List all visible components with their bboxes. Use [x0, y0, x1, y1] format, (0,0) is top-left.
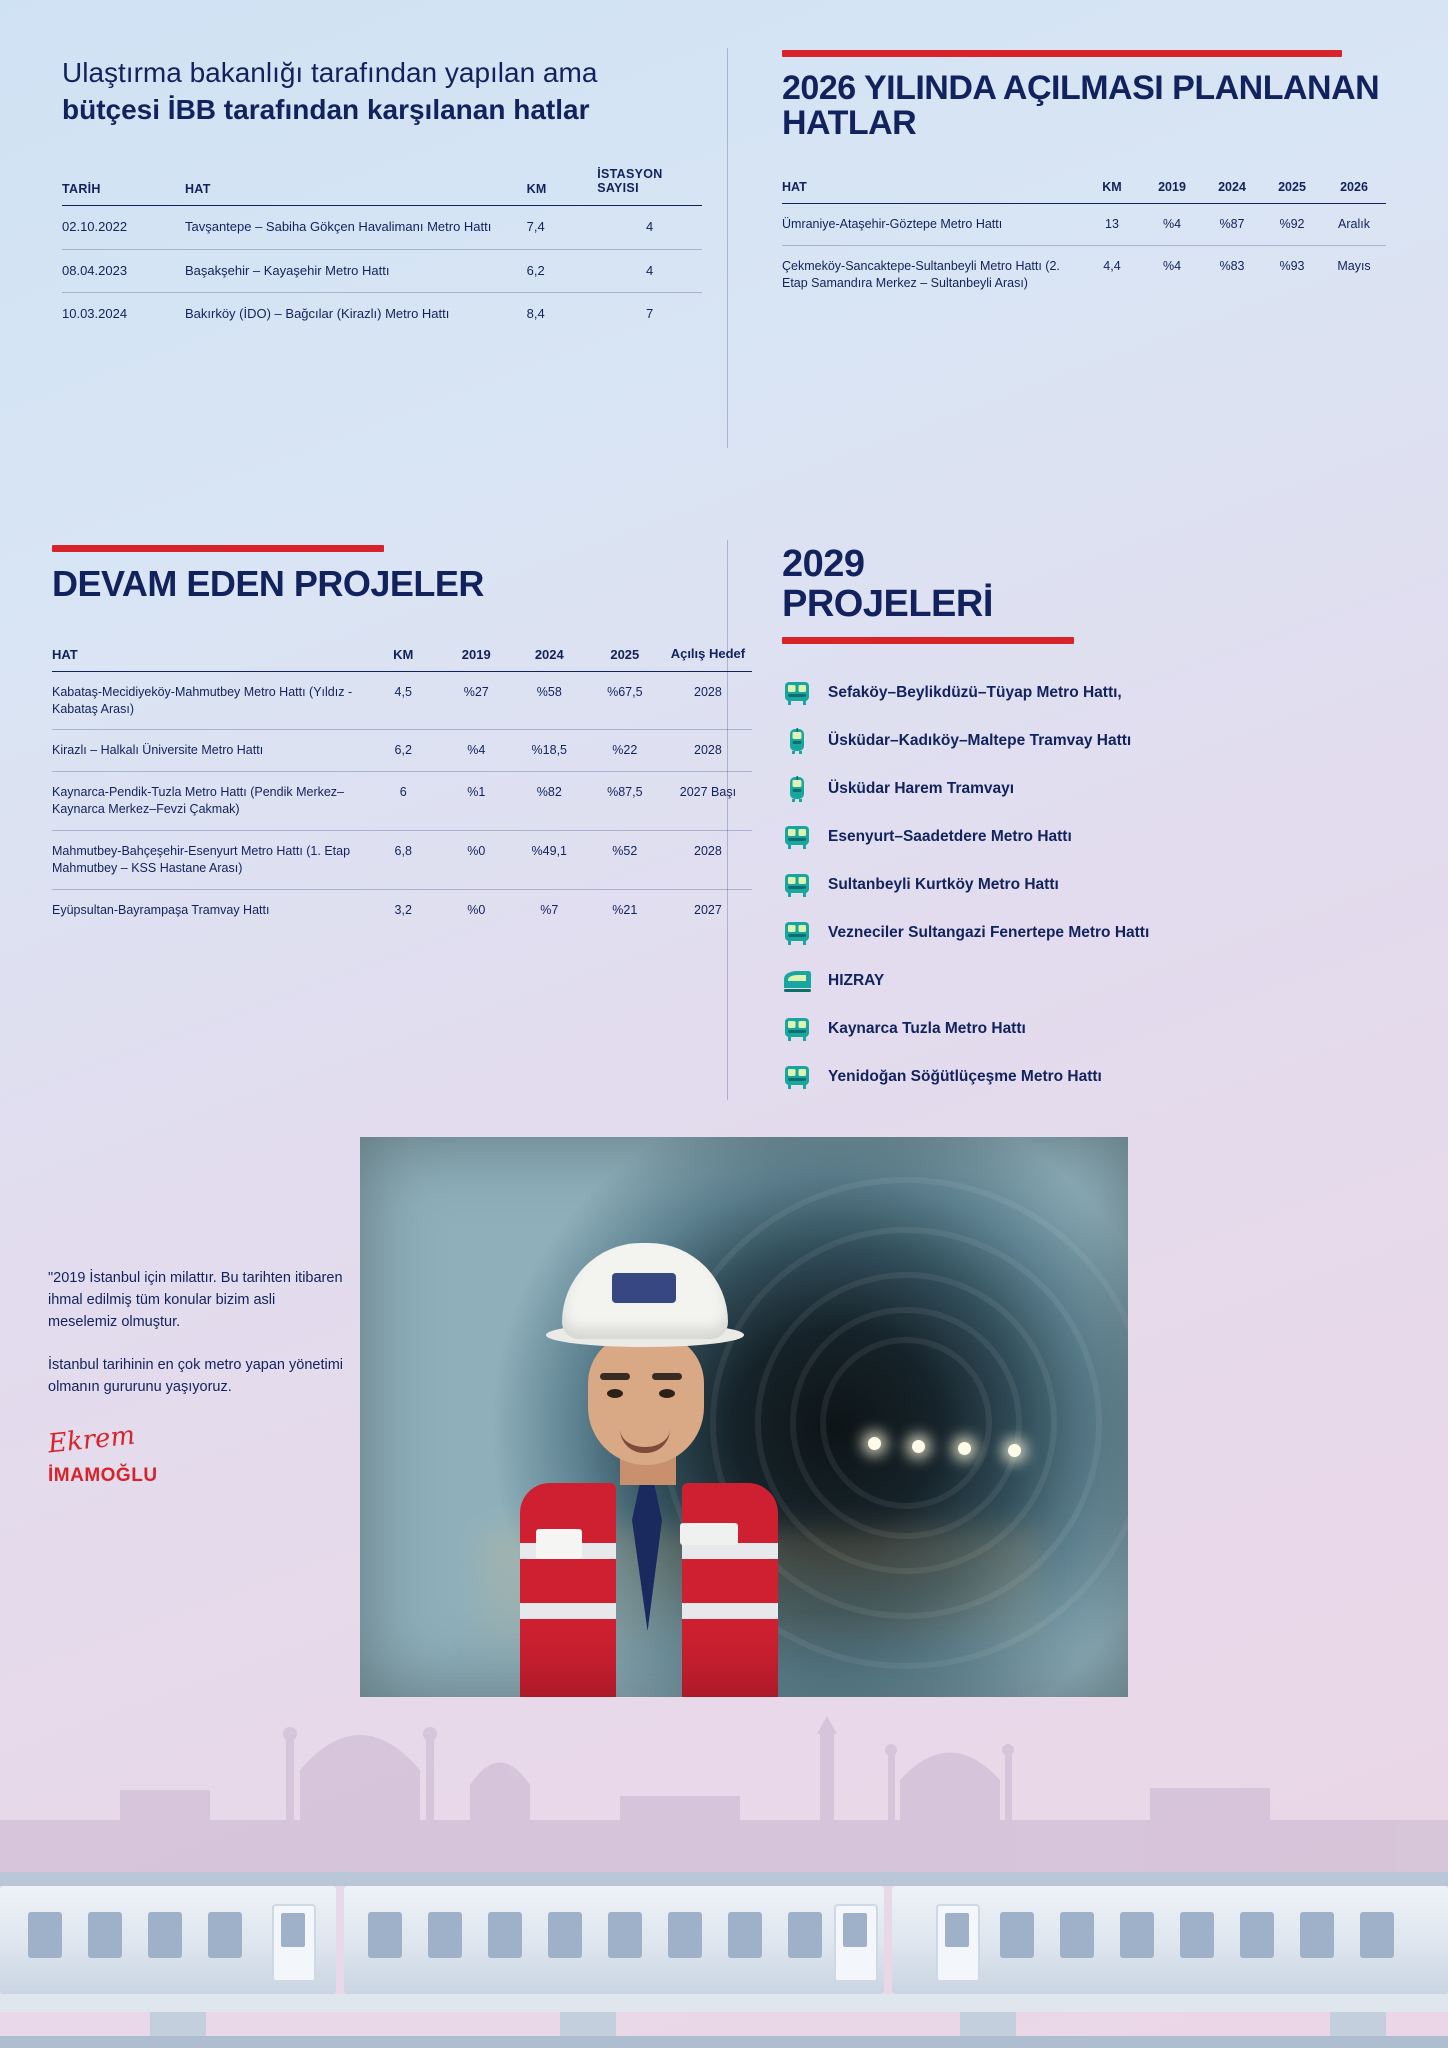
train-window — [368, 1912, 402, 1958]
ministry-lines-table — [62, 167, 702, 336]
cell-2019: %4 — [467, 743, 486, 758]
cell-2026: Mayıs — [1337, 259, 1371, 274]
skyline-silhouette — [0, 1620, 1448, 1880]
col-km: KM — [526, 181, 547, 196]
accent-rule — [782, 50, 1342, 57]
cell-2024: %82 — [536, 785, 562, 800]
metro-icon — [782, 920, 812, 946]
cell-2024: %7 — [540, 902, 559, 917]
tram-icon — [782, 776, 812, 802]
door-window — [945, 1913, 969, 1947]
cell-hat: Başakşehir – Kayaşehir Metro Hattı — [184, 262, 390, 278]
signature-script: Ekrem — [46, 1420, 137, 1460]
accent-rule — [52, 545, 384, 552]
tram-icon — [782, 728, 812, 754]
ongoing-projects-table — [52, 647, 752, 931]
list-item — [782, 1016, 1402, 1042]
col-km: KM — [1102, 180, 1122, 195]
cell-km: 6,2 — [394, 743, 412, 758]
cell-hat: Kirazlı – Halkalı Üniversite Metro Hattı — [52, 743, 264, 758]
train-window — [488, 1912, 522, 1958]
table-row — [62, 293, 702, 336]
metro-icon — [782, 824, 812, 850]
cell-tarih: 08.04.2023 — [62, 262, 128, 278]
train-window — [1120, 1912, 1154, 1958]
list-item — [782, 824, 1402, 850]
col-2019: 2019 — [1158, 180, 1186, 195]
cell-km: 6,8 — [394, 844, 412, 859]
cell-km: 3,2 — [394, 902, 412, 917]
col-2025: 2025 — [1278, 180, 1306, 195]
table-row — [52, 889, 752, 930]
heading-light-part: Ulaştırma bakanlığı tarafından yapılan ama — [62, 57, 598, 88]
list-item — [782, 728, 1402, 754]
cell-hat: Kaynarca-Pendik-Tuzla Metro Hattı (Pendik Merkez–Kaynarca Merkez–Fevzi Çakmak) — [52, 785, 345, 817]
cell-2019: %27 — [463, 684, 489, 699]
cell-hat: Mahmutbey-Bahçeşehir-Esenyurt Metro Hattı (1. Etap Mahmutbey – KSS Hastane Arası) — [52, 844, 351, 875]
section-2026-lines — [782, 50, 1386, 304]
train-window — [1180, 1912, 1214, 1958]
signature — [48, 1421, 348, 1491]
section-2029-projects — [782, 545, 1402, 1112]
cell-2025: %22 — [612, 743, 638, 758]
quote-block — [48, 1268, 348, 1490]
col-hedef: Açılış Hedef — [670, 645, 746, 661]
project-label: Esenyurt–Saadetdere Metro Hattı — [828, 827, 1072, 845]
train-door — [834, 1904, 878, 1982]
train-window — [1000, 1912, 1034, 1958]
cell-2024: %58 — [536, 684, 562, 699]
signature-name: İMAMOĞLU — [48, 1464, 158, 1486]
cell-istasyon: 4 — [645, 262, 654, 278]
cell-istasyon: 7 — [645, 306, 654, 322]
quote-paragraph-1: "2019 İstanbul için milattır. Bu tarihten itibaren ihmal edilmiş tüm konular bizim asli meselemiz olmuştur. — [48, 1270, 343, 1330]
divider-top — [727, 48, 728, 448]
tunnel-photo — [360, 1137, 1128, 1697]
cell-hedef: 2027 Başı — [679, 785, 737, 800]
section-title-ongoing: DEVAM EDEN PROJELER — [52, 563, 484, 604]
section-ongoing-projects — [52, 545, 752, 931]
list-item — [782, 776, 1402, 802]
table-row — [52, 730, 752, 772]
section-title-2026: 2026 YILINDA AÇILMASI PLANLANAN HATLAR — [782, 69, 1380, 142]
section-title-2029-line1: 2029 — [782, 543, 865, 585]
col-2024: 2024 — [1218, 180, 1246, 195]
col-2026: 2026 — [1340, 180, 1368, 195]
cell-hedef: 2028 — [694, 684, 722, 699]
train-window — [1360, 1912, 1394, 1958]
metro-icon — [782, 1064, 812, 1090]
list-item — [782, 968, 1402, 994]
col-hat: HAT — [184, 181, 211, 196]
cell-2025: %87,5 — [607, 785, 643, 800]
heading-bold-part: bütçesi İBB tarafından karşılanan hatlar — [62, 93, 590, 125]
list-item — [782, 1064, 1402, 1090]
train-window — [208, 1912, 242, 1958]
col-hat: HAT — [52, 646, 78, 662]
projects-2029-list — [782, 680, 1402, 1090]
project-label: Üsküdar Harem Tramvayı — [828, 779, 1015, 797]
photo-vignette — [360, 1137, 1128, 1697]
cell-km: 4,5 — [394, 684, 412, 699]
project-label: HIZRAY — [828, 971, 885, 989]
cell-2025: %52 — [612, 844, 638, 859]
table-row — [62, 205, 702, 249]
cell-hat: Ümraniye-Ataşehir-Göztepe Metro Hattı — [782, 217, 1003, 232]
cell-hedef: 2027 — [694, 902, 722, 917]
metro-icon — [782, 680, 812, 706]
cell-km: 6,2 — [526, 262, 545, 278]
train-window — [608, 1912, 642, 1958]
train-window — [548, 1912, 582, 1958]
train-door — [936, 1904, 980, 1982]
metro-icon — [782, 1016, 812, 1042]
project-label: Sefaköy–Beylikdüzü–Tüyap Metro Hattı, — [828, 683, 1122, 701]
cell-2025: %92 — [1279, 217, 1305, 232]
ministry-lines-heading — [62, 55, 702, 129]
highspeed-train-icon — [782, 968, 812, 994]
train-window — [728, 1912, 762, 1958]
cell-km: 8,4 — [526, 306, 545, 322]
project-label: Sultanbeyli Kurtköy Metro Hattı — [828, 875, 1059, 893]
col-istasyon: İSTASYON SAYISI — [597, 166, 663, 196]
train-window — [788, 1912, 822, 1958]
door-window — [843, 1913, 867, 1947]
cell-2019: %1 — [467, 785, 486, 800]
train-window — [148, 1912, 182, 1958]
accent-rule — [782, 637, 1074, 644]
cell-2019: %4 — [1162, 217, 1182, 232]
table-header-row — [62, 167, 702, 205]
cell-2019: %4 — [1162, 259, 1182, 274]
cell-km: 13 — [1105, 217, 1119, 232]
metro-icon — [782, 872, 812, 898]
table-row — [52, 831, 752, 890]
col-2025: 2025 — [610, 646, 640, 662]
table-row — [782, 246, 1386, 304]
cell-tarih: 02.10.2022 — [62, 218, 128, 234]
viaduct-deck — [0, 1994, 1448, 2012]
project-label: Kaynarca Tuzla Metro Hattı — [828, 1019, 1026, 1037]
table-header-row — [52, 647, 752, 672]
col-2024: 2024 — [534, 646, 564, 662]
train-window — [1240, 1912, 1274, 1958]
istanbul-skyline — [0, 1620, 1448, 1880]
list-item — [782, 920, 1402, 946]
train-car — [0, 1886, 336, 1994]
metro-train-graphic — [0, 1872, 1448, 2048]
cell-hat: Kabataş-Mecidiyeköy-Mahmutbey Metro Hattı (Yıldız -Kabataş Arası) — [52, 684, 353, 716]
col-2019: 2019 — [461, 646, 491, 662]
cell-hat: Tavşantepe – Sabiha Gökçen Havalimanı Metro Hattı — [184, 218, 492, 234]
cell-2026: Aralık — [1338, 217, 1370, 232]
cell-hedef: 2028 — [694, 743, 722, 758]
list-item — [782, 872, 1402, 898]
cell-hat: Çekmeköy-Sancaktepe-Sultanbeyli Metro Hattı (2. Etap Samandıra Merkez – Sultanbeyli Arası) — [782, 259, 1060, 291]
cell-tarih: 10.03.2024 — [62, 306, 128, 322]
train-window — [428, 1912, 462, 1958]
cell-2019: %0 — [467, 902, 486, 917]
train-window — [668, 1912, 702, 1958]
train-window — [1060, 1912, 1094, 1958]
list-item — [782, 680, 1402, 706]
table-row — [62, 249, 702, 293]
train-window — [1300, 1912, 1334, 1958]
rail-bar — [0, 1872, 1448, 1886]
cell-hat: Bakırköy (İDO) – Bağcılar (Kirazlı) Metro Hattı — [184, 306, 450, 322]
cell-km: 6 — [399, 785, 407, 800]
train-car — [344, 1886, 884, 1994]
table-header-row — [782, 180, 1386, 204]
train-car — [892, 1886, 1448, 1994]
lines-2026-table — [782, 180, 1386, 304]
table-row — [52, 772, 752, 831]
project-label: Vezneciler Sultangazi Fenertepe Metro Hattı — [828, 923, 1150, 941]
cell-2025: %21 — [612, 902, 638, 917]
train-door — [272, 1904, 316, 1982]
section-ministry-lines — [62, 55, 702, 336]
cell-2024: %87 — [1219, 217, 1245, 232]
cell-2024: %18,5 — [531, 743, 567, 758]
train-window — [28, 1912, 62, 1958]
cell-hedef: 2028 — [694, 844, 722, 859]
col-hat: HAT — [782, 180, 807, 195]
cell-2024: %83 — [1219, 259, 1245, 274]
project-label: Üsküdar–Kadıköy–Maltepe Tramvay Hattı — [828, 731, 1132, 749]
col-km: KM — [393, 646, 414, 662]
cell-km: 4,4 — [1103, 259, 1121, 274]
col-tarih: TARİH — [62, 181, 101, 196]
cell-2019: %0 — [467, 844, 486, 859]
cell-istasyon: 4 — [645, 218, 654, 234]
section-title-2029-line2: PROJELERİ — [782, 582, 993, 625]
table-row — [782, 204, 1386, 246]
cell-2025: %67,5 — [607, 684, 643, 699]
cell-km: 7,4 — [526, 218, 545, 234]
project-label: Yenidoğan Söğütlüçeşme Metro Hattı — [828, 1067, 1102, 1085]
cell-2024: %49,1 — [531, 844, 567, 859]
cell-hat: Eyüpsultan-Bayrampaşa Tramvay Hattı — [52, 902, 270, 917]
quote-paragraph-2: İstanbul tarihinin en çok metro yapan yönetimi olmanın gururunu yaşıyoruz. — [48, 1357, 343, 1395]
train-window — [88, 1912, 122, 1958]
ground-line — [0, 2036, 1448, 2048]
door-window — [281, 1913, 305, 1947]
table-row — [52, 671, 752, 730]
cell-2025: %93 — [1279, 259, 1305, 274]
